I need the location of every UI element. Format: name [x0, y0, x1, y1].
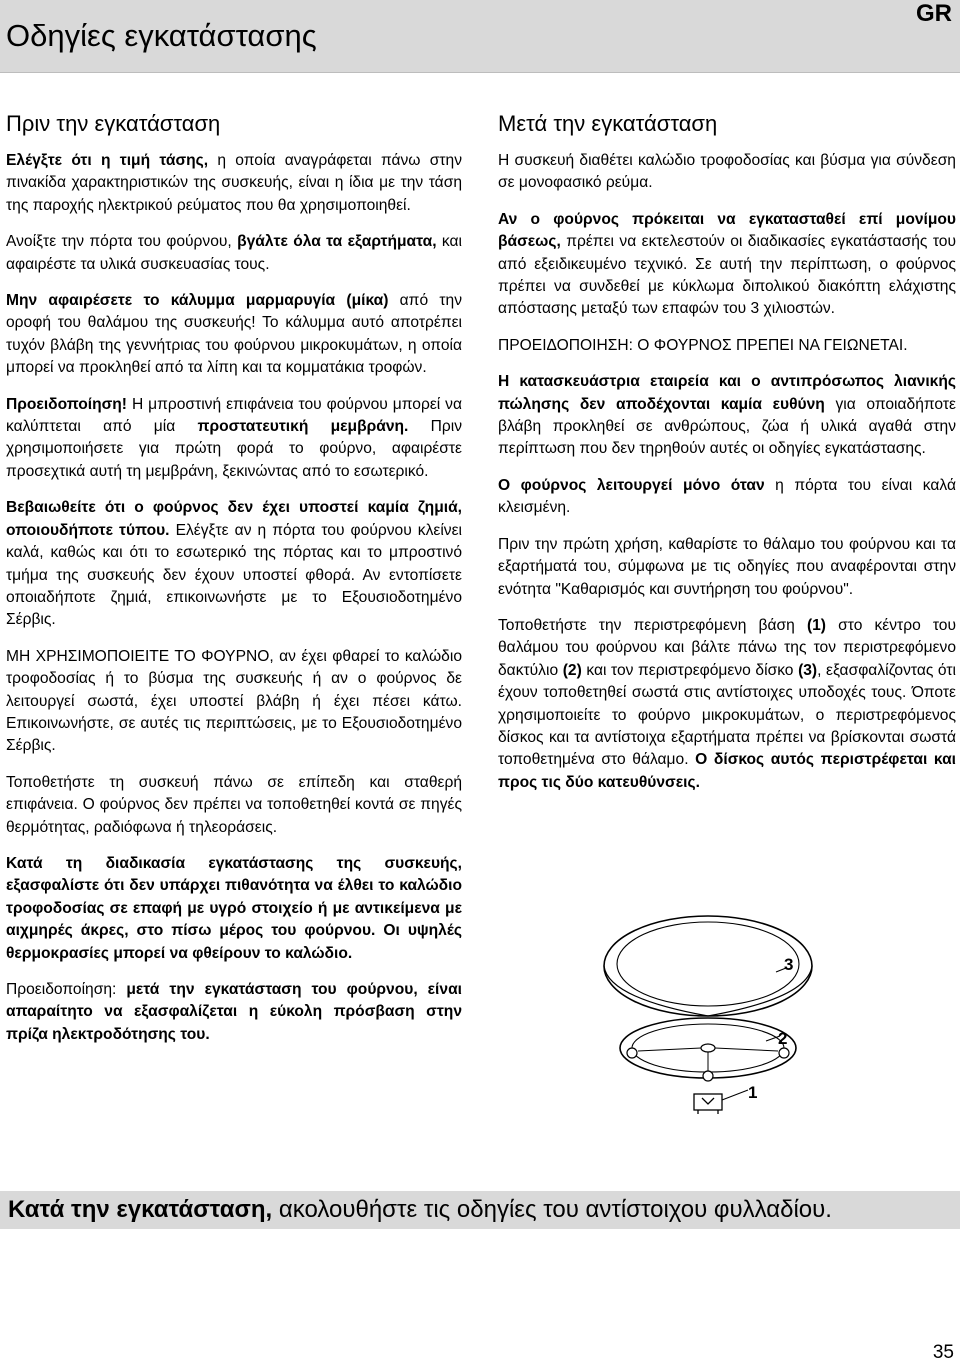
paragraph-earthing-warning: ΠΡΟΕΙΔΟΠΟΙΗΣΗ: Ο ΦΟΥΡΝΟΣ ΠΡΕΠΕΙ ΝΑ ΓΕΙΩΝΕΤΑΙ.: [498, 336, 908, 354]
paragraph-socket-access: Προειδοποίηση: μετά την εγκατάσταση του φούρνου, είναι απαραίτητο να εξασφαλίζεται η εύκολη πρόσβαση στην πρίζα ηλεκτροδότησης του.: [6, 981, 462, 1043]
footer-bar: [0, 1191, 960, 1229]
coupler-image: [694, 1094, 722, 1114]
paragraph-protective-film: Προειδοποίηση! Η μπροστινή επιφάνεια του φούρνου μπορεί να καλύπτεται από μία προστατευτική μεμβράνη. Πριν χρησιμοποιήσετε για πρώτη φορά το φούρνο, αφαιρέστε προσεχτικά αυτή τη μεμβράνη, ξεκινώντας από το εσωτερικό.: [6, 395, 462, 480]
page-title: Οδηγίες εγκατάστασης: [6, 18, 317, 53]
right-column: [498, 110, 956, 808]
left-column: [6, 110, 462, 1060]
part-label-3: 3: [784, 955, 794, 974]
turntable-diagram: [598, 888, 830, 1150]
section-heading-after-install: Μετά την εγκατάσταση: [498, 111, 718, 136]
page-number: 35: [932, 1342, 954, 1363]
paragraph-voltage: Ελέγξτε ότι η τιμή τάσης, η οποία αναγράφεται πάνω στην πινακίδα χαρακτηριστικών της συσκευής, είναι η ίδια με την τάση της παροχής ηλεκτρικού ρεύματος που θα χρησιμοποιηθεί.: [6, 152, 462, 214]
paragraph-first-clean: Πριν την πρώτη χρήση, καθαρίστε το θάλαμο του φούρνου και τα εξαρτήματά του, σύμφωνα με τις οδηγίες που αναφέρονται στην ενότητα "Καθαρισμός και συντήρηση του φούρνου".: [498, 535, 956, 598]
roller-ring-image: [620, 1018, 796, 1081]
paragraph-liability: Η κατασκευάστρια εταιρεία και ο αντιπρόσωπος λιανικής πώλησης δεν αποδέχονται καμία ευθύνη για οποιαδήποτε βλάβη προκληθεί σε ανθρώπους, ζώα ή υλικά αγαθά στην περίπτωση που δεν τηρηθούν αυτές οι οδηγίες εγκατάστασης.: [498, 373, 956, 458]
paragraph-power-cable: Η συσκευή διαθέτει καλώδιο τροφοδοσίας και βύσμα για σύνδεση σε μονοφασικό ρεύμα.: [498, 152, 956, 192]
paragraph-placement: Τοποθετήστε τη συσκευή πάνω σε επίπεδη και σταθερή επιφάνεια. Ο φούρνος δεν πρέπει να τοποθετηθεί κοντά σε πηγές θερμότητας, ραδιόφωνα ή τηλεοράσεις.: [6, 773, 462, 836]
paragraph-damage-check: Βεβαιωθείτε ότι ο φούρνος δεν έχει υποστεί καμία ζημιά, οποιουδήποτε τύπου. Ελέγξτε αν η πόρτα του φούρνου κλείνει καλά, καθώς και ότι το εσωτερικό της πόρτας και το μπροστινό τμήμα της συσκευής δεν έχουν υποστεί φθορά. Αν εντοπίσετε οποιαδήποτε ζημιά, επικοινωνήστε με το Εξουσιοδοτημένο Σέρβις.: [6, 499, 462, 629]
glass-tray-image: [604, 916, 812, 1016]
language-tag: GR: [916, 0, 952, 27]
section-heading-before-install: Πριν την εγκατάσταση: [6, 111, 221, 136]
part-label-1: 1: [748, 1083, 758, 1102]
header-bar: [0, 0, 960, 73]
part-label-2: 2: [778, 1029, 788, 1048]
paragraph-permanent-install: Αν ο φούρνος πρόκειται να εγκατασταθεί επί μονίμου βάσεως, πρέπει να εκτελεστούν οι διαδικασίες εγκατάστασής του από εξειδικευμένο τεχνικό. Σε αυτή την περίπτωση, ο φούρνος πρέπει να συνδεθεί με κύκλωμα διπολικού διακόπτη ελάχιστης απόστασης μεταξύ των επαφών του 3 χιλιοστών.: [498, 210, 956, 318]
paragraph-unpack: Ανοίξτε την πόρτα του φούρνου, βγάλτε όλα τα εξαρτήματα, και αφαιρέστε τα υλικά συσκευασίας τους.: [6, 233, 463, 273]
paragraph-cable-safety: Κατά τη διαδικασία εγκατάστασης της συσκευής, εξασφαλίστε ότι δεν υπάρχει πιθανότητα να έλθει το καλώδιο τροφοδοσίας σε επαφή με υγρό στοιχείο ή με αντικείμενα με αιχμηρές άκρες, στο πίσω μέρος του φούρνου. Οι υψηλές θερμοκρασίες μπορεί να φθείρουν το καλώδιο.: [6, 854, 462, 962]
paragraph-do-not-use: ΜΗ ΧΡΗΣΙΜΟΠΟΙΕΙΤΕ ΤΟ ΦΟΥΡΝΟ, αν έχει φθαρεί το καλώδιο τροφοδοσίας ή το βύσμα της συσκευής ή αν ο φούρνος δε λειτουργεί σωστά, έχει υποστεί βλάβη ή έχει πέσει κάτω. Επικοινωνήστε, σε αυτές τις περιπτώσεις, με το Εξουσιοδοτημένο Σέρβις.: [6, 647, 462, 755]
paragraph-mica-cover: Μην αφαιρέσετε το κάλυμμα μαρμαρυγία (μίκα) από την οροφή του θαλάμου της συσκευής! Το κάλυμμα αυτό αποτρέπει τυχόν βλάβη της γεννήτριας του φούρνου μικροκυμάτων, η οποία μπορεί να προκληθεί από τα λίπη και τα κομματάκια τροφών.: [6, 292, 462, 377]
paragraph-door-closed: Ο φούρνος λειτουργεί μόνο όταν η πόρτα του είναι καλά κλεισμένη.: [498, 476, 956, 517]
footer-note: Κατά την εγκατάσταση, ακολουθήστε τις οδηγίες του αντίστοιχου φυλλαδίου.: [8, 1196, 832, 1223]
paragraph-turntable: Τοποθετήστε την περιστρεφόμενη βάση (1) στο κέντρο του θαλάμου του φούρνου και βάλτε πάνω της τον περιστρεφόμενο δακτύλιο (2) και τον περιστρεφόμενο δίσκο (3), εξασφαλίζοντας ότι έχουν τοποθετηθεί σωστά στις αντίστοιχες υποδοχές τους. Όποτε χρησιμοποιείτε το φούρνο μικροκυμάτων, ο περιστρεφόμενος δίσκος και τα αντίστοιχα εξαρτήματα πρέπει να βρίσκονται σωστά τοποθετημένα στο θάλαμο. Ο δίσκος αυτός περιστρέφεται και προς τις δύο κατευθύνσεις.: [498, 616, 957, 791]
